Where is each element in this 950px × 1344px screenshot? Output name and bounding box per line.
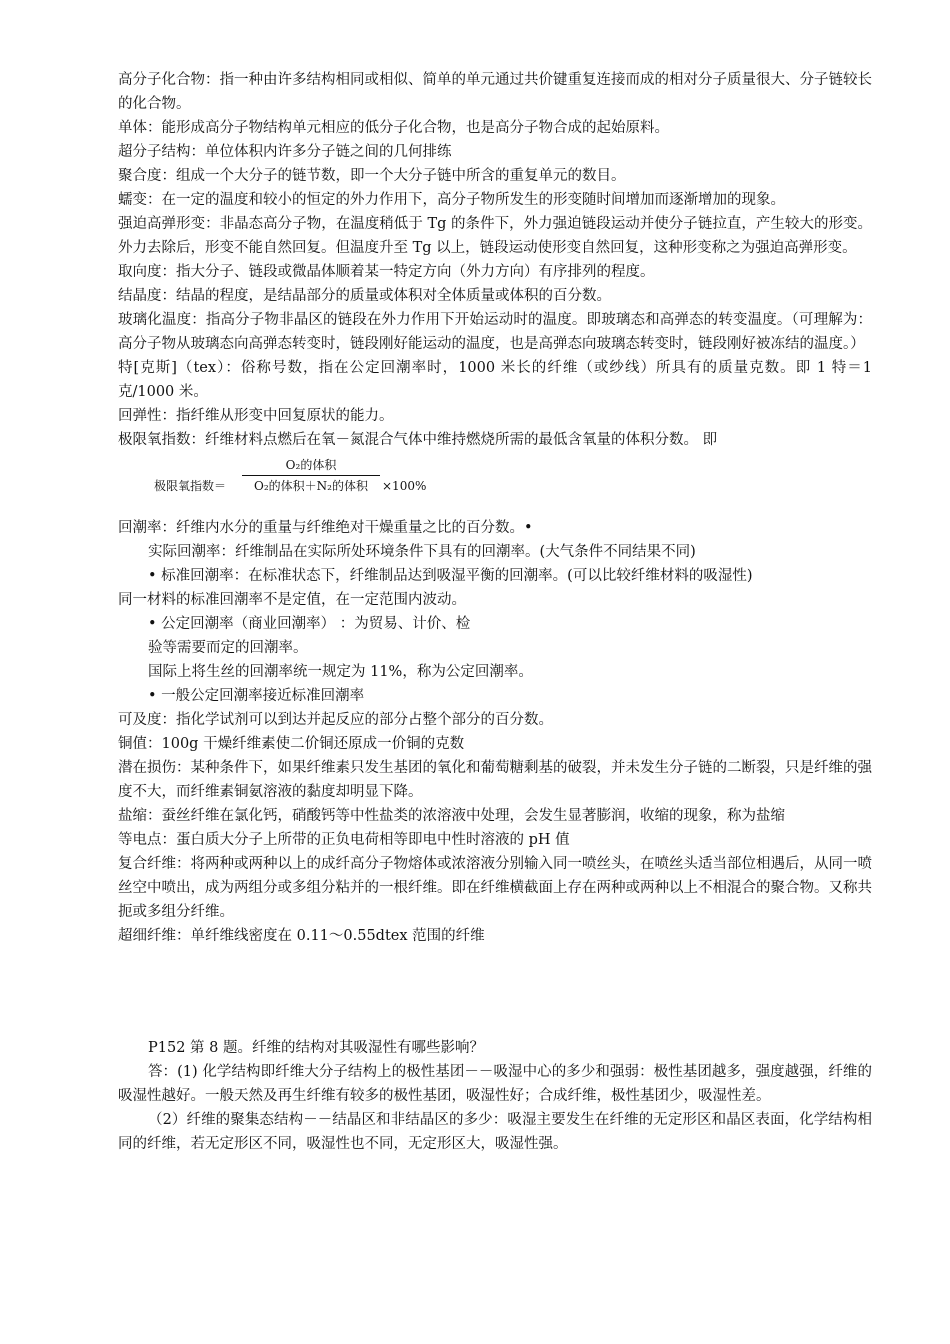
def-crystallinity: 结晶度：结晶的程度，是结晶部分的质量或体积对全体质量或体积的百分数。 xyxy=(118,288,611,304)
def-forced-elastic: 强迫高弹形变：非晶态高分子物，在温度稍低于 Tg 的条件下，外力强迫链段运动并使分子链拉直，产生较大的形变。外力去除后，形变不能自然回复。但温度升至 Tg 以上，链段运动使形变自然回复，这种形变称之为强迫高弹形变。 xyxy=(118,216,872,256)
formula-fraction xyxy=(242,456,380,495)
formula-denominator: O₂的体积＋N₂的体积 xyxy=(254,479,368,493)
def-orientation: 取向度：指大分子、链段或微晶体顺着某一特定方向（外力方向）有序排列的程度。 xyxy=(118,264,655,280)
def-copper-number: 铜值：100g 干燥纤维素使二价铜还原成一价铜的克数 xyxy=(118,736,465,752)
def-resilience: 回弹性：指纤维从形变中回复原状的能力。 xyxy=(118,408,394,424)
answer-part-2: （2）纤维的聚集态结构－－结晶区和非结晶区的多少：吸湿主要发生在纤维的无定形区和晶区表面，化学结构相同的纤维，若无定形区不同，吸湿性也不同，无定形区大，吸湿性强。 xyxy=(118,1112,872,1152)
def-moisture-regain: 回潮率：纤维内水分的重量与纤维绝对干燥重量之比的百分数。• xyxy=(118,520,533,536)
general-moisture-regain: • 一般公定回潮率接近标准回潮率 xyxy=(148,688,365,704)
def-glass-transition: 玻璃化温度：指高分子物非晶区的链段在外力作用下开始运动时的温度。即玻璃态和高弹态的转变温度。（可理解为：高分子物从玻璃态向高弹态转变时，链段刚好能运动的温度，也是高弹态向玻璃态转变时，链段刚好被冻结的温度。） xyxy=(118,312,872,352)
def-degree-of-polymerization: 聚合度：组成一个大分子的链节数，即一个大分子链中所含的重复单元的数目。 xyxy=(118,168,626,184)
def-composite-fiber: 复合纤维：将两种或两种以上的成纤高分子物熔体或浓溶液分别输入同一喷丝头，在喷丝头适当部位相遇后，从同一喷丝空中喷出，成为两组分或多组分粘并的一根纤维。即在纤维横截面上存在两种或两种以上不相混合的聚合物。又称共扼或多组分纤维。 xyxy=(118,856,872,920)
formula-rhs: ×100% xyxy=(382,479,427,493)
def-tex: 特[克斯]（tex）：俗称号数，指在公定回潮率时，1000 米长的纤维（或纱线）所具有的质量克数。即 1 特＝1 克/1000 米。 xyxy=(118,360,872,400)
standard-moisture-regain-cont: 同一材料的标准回潮率不是定值，在一定范围内波动。 xyxy=(118,592,466,608)
document-body xyxy=(118,68,872,1156)
def-supramolecular: 超分子结构：单位体积内许多分子链之间的几何排练 xyxy=(118,144,452,160)
spacer xyxy=(118,948,872,1036)
silk-moisture-regain: 国际上将生丝的回潮率统一规定为 11%，称为公定回潮率。 xyxy=(148,664,533,680)
question-text: P152 第 8 题。纤维的结构对其吸湿性有哪些影响？ xyxy=(148,1040,484,1056)
def-salt-shrinkage: 盐缩：蚕丝纤维在氯化钙，硝酸钙等中性盐类的浓溶液中处理，会发生显著膨润，收缩的现象，称为盐缩 xyxy=(118,808,785,824)
def-latent-damage: 潜在损伤：某种条件下，如果纤维素只发生基团的氧化和葡萄糖剩基的破裂，并未发生分子链的二断裂，只是纤维的强度不大，而纤维素铜氨溶液的黏度却明显下降。 xyxy=(118,760,872,800)
def-accessibility: 可及度：指化学试剂可以到达并起反应的部分占整个部分的百分数。 xyxy=(118,712,553,728)
official-moisture-regain-cont: 验等需要而定的回潮率。 xyxy=(148,640,308,656)
def-microfiber: 超细纤维：单纤维线密度在 0.11～0.55dtex 范围的纤维 xyxy=(118,928,485,944)
official-moisture-regain: • 公定回潮率（商业回潮率） ：为贸易、计价、检 xyxy=(148,616,471,632)
fraction-bar xyxy=(242,475,380,476)
def-polymer: 高分子化合物：指一种由许多结构相同或相似、简单的单元通过共价键重复连接而成的相对分子质量很大、分子链较长的化合物。 xyxy=(118,72,872,112)
standard-moisture-regain: • 标准回潮率：在标准状态下，纤维制品达到吸湿平衡的回潮率。(可以比较纤维材料的吸湿性) xyxy=(148,568,753,584)
def-creep: 蠕变：在一定的温度和较小的恒定的外力作用下，高分子物所发生的形变随时间增加而逐渐增加的现象。 xyxy=(118,192,785,208)
def-loi: 极限氧指数：纤维材料点燃后在氧－氮混合气体中维持燃烧所需的最低含氧量的体积分数。 即 xyxy=(118,432,718,448)
answer-part-1: 答：(1) 化学结构即纤维大分子结构上的极性基团－－吸湿中心的多少和强弱：极性基团越多，强度越强，纤维的吸湿性越好。一般天然及再生纤维有较多的极性基团，吸湿性好；合成纤维，极性基团少，吸湿性差。 xyxy=(118,1064,872,1104)
def-monomer: 单体：能形成高分子物结构单元相应的低分子化合物，也是高分子物合成的起始原料。 xyxy=(118,120,669,136)
formula-numerator: O₂的体积 xyxy=(285,458,337,472)
actual-moisture-regain: 实际回潮率：纤维制品在实际所处环境条件下具有的回潮率。(大气条件不同结果不同) xyxy=(148,544,696,560)
def-isoelectric-point: 等电点：蛋白质大分子上所带的正负电荷相等即电中性时溶液的 pH 值 xyxy=(118,832,570,848)
formula-lhs: 极限氧指数＝ xyxy=(154,479,227,493)
loi-formula xyxy=(118,452,872,516)
